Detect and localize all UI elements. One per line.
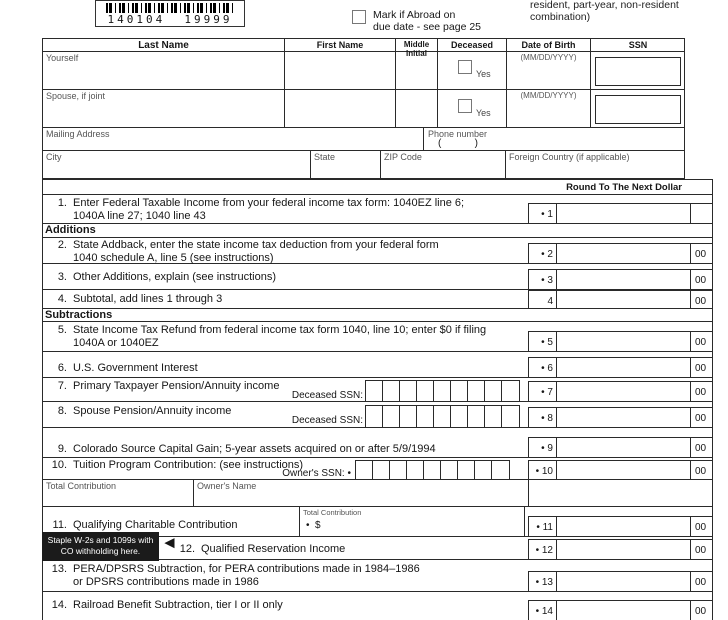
contribution-fields-row xyxy=(43,480,712,507)
ssn-digit-box[interactable] xyxy=(451,406,468,427)
additions-section-row xyxy=(43,224,712,238)
form-line-5 xyxy=(43,322,712,352)
ssn-digit-box[interactable] xyxy=(366,381,383,401)
spouse-row xyxy=(43,90,684,128)
col-header-first-name: First Name xyxy=(316,40,364,50)
line-6-text-wrap xyxy=(45,362,445,375)
yourself-dob-input[interactable] xyxy=(507,52,591,89)
form-line-8 xyxy=(43,402,712,428)
staple-instruction: Staple W-2s and 1099s with CO withholding here. xyxy=(42,532,159,561)
line-4-amount xyxy=(528,290,712,308)
ssn-digit-box[interactable] xyxy=(468,381,485,401)
yourself-first-name-input[interactable] xyxy=(285,52,396,89)
line-13-text-wrap xyxy=(45,563,420,588)
line-6-number: 6. xyxy=(57,362,67,374)
spouse-deceased-checkbox[interactable] xyxy=(458,99,472,113)
ssn-digit-box[interactable] xyxy=(485,406,502,427)
yourself-last-name-input[interactable] xyxy=(43,52,285,89)
spouse-deceased-cell xyxy=(438,90,507,127)
line-11-number: 11. xyxy=(52,519,67,531)
form-line-2 xyxy=(43,238,712,264)
line-8-amount-input[interactable] xyxy=(556,408,690,427)
line-13-ref: • 13 xyxy=(535,577,553,588)
line-12-number: 12. xyxy=(179,543,195,555)
phone-number-label: Phone number xyxy=(428,129,488,139)
ssn-digit-box[interactable] xyxy=(434,406,451,427)
line-3-amount-input[interactable] xyxy=(556,270,690,289)
abroad-checkbox[interactable] xyxy=(352,10,366,24)
line-6-amount xyxy=(528,357,712,377)
line-12-text-wrap xyxy=(173,543,473,556)
line-10-number: 10. xyxy=(51,459,67,471)
spouse-dob-format: (MM/DD/YYYY) xyxy=(520,91,577,100)
form-line-7 xyxy=(43,378,712,402)
line-9-amount-input[interactable] xyxy=(556,438,690,457)
phone-parentheses: ( ) xyxy=(438,138,478,149)
line-4-amount-input[interactable] xyxy=(556,291,690,308)
zip-code-label: ZIP Code xyxy=(384,152,422,162)
line-10-ref: • 10 xyxy=(535,466,553,477)
line-3-ref: • 3 xyxy=(541,275,553,286)
mailing-row xyxy=(43,128,684,151)
line-3-text: Other Additions, explain (see instructions) xyxy=(73,271,276,283)
owners-name-input[interactable] xyxy=(194,480,529,506)
ssn-digit-box[interactable] xyxy=(434,381,451,401)
ssn-digit-box[interactable] xyxy=(475,461,492,479)
abroad-label-line1: Mark if Abroad on xyxy=(373,9,456,21)
form-line-9 xyxy=(43,428,712,458)
round-to-dollar-note: Round To The Next Dollar xyxy=(43,180,712,195)
yourself-ssn-input[interactable] xyxy=(595,57,681,86)
line-10-owners-ssn-label: Owner's SSN: • xyxy=(282,468,351,479)
abroad-label xyxy=(373,9,503,33)
line-2-amount-input[interactable] xyxy=(556,244,690,263)
ssn-digit-box[interactable] xyxy=(468,406,485,427)
form-line-4 xyxy=(43,290,712,309)
line-1-cents xyxy=(690,204,712,223)
line-14-amount-input[interactable] xyxy=(556,601,690,620)
line-14-text: Railroad Benefit Subtraction, tier I or II only xyxy=(73,599,283,611)
name-address-table xyxy=(42,38,685,179)
yourself-deceased-yes-label: Yes xyxy=(476,69,491,79)
line-4-ref: 4 xyxy=(547,296,553,307)
line-9-number: 9. xyxy=(57,443,67,455)
ssn-digit-box[interactable] xyxy=(366,406,383,427)
line-14-cents: 00 xyxy=(690,601,712,620)
subtractions-section-row xyxy=(43,309,712,322)
line-1-ref: • 1 xyxy=(541,209,553,220)
line-1-text: Enter Federal Taxable Income from your federal income tax form: 1040EZ line 6; 1040A line 27; 1040 line 43 xyxy=(73,197,465,222)
line-5-cents: 00 xyxy=(690,332,712,351)
line-12-text: Qualified Reservation Income xyxy=(201,543,346,555)
line-10-text: Tuition Program Contribution: (see instructions) xyxy=(73,459,304,471)
barcode-number: 140104 19999 xyxy=(107,13,233,26)
line-5-ref: • 5 xyxy=(541,337,553,348)
ssn-digit-box[interactable] xyxy=(451,381,468,401)
line-14-text-wrap xyxy=(45,599,385,612)
line-8-amount xyxy=(528,407,712,427)
line-1-amount-input[interactable] xyxy=(556,204,690,223)
spouse-ssn-input[interactable] xyxy=(595,95,681,124)
foreign-country-label: Foreign Country (if applicable) xyxy=(509,152,630,162)
line-1-text-wrap xyxy=(45,197,465,222)
line-4-cents: 00 xyxy=(690,291,712,308)
line-12-amount-input[interactable] xyxy=(556,540,690,559)
line-1-number: 1. xyxy=(57,197,67,209)
col-header-middle-initial: Middle Initial xyxy=(403,40,430,58)
line-7-deceased-ssn-label: Deceased SSN: xyxy=(291,390,363,401)
owners-name-label: Owner's Name xyxy=(197,481,257,491)
line-9-amount xyxy=(528,437,712,457)
line-13-amount-input[interactable] xyxy=(556,572,690,591)
line-10-amount xyxy=(528,460,712,479)
city-row xyxy=(43,151,684,179)
ssn-digit-box[interactable] xyxy=(407,461,424,479)
line-8-deceased-ssn-label: Deceased SSN: xyxy=(291,415,363,426)
col-header-ssn: SSN xyxy=(628,40,648,50)
yourself-deceased-cell xyxy=(438,52,507,89)
line-7-text: Primary Taxpayer Pension/Annuity income xyxy=(73,380,280,392)
line-10-amount-input[interactable] xyxy=(556,461,690,479)
line-11-total-contribution-label: Total Contribution xyxy=(303,508,362,517)
ssn-digit-box[interactable] xyxy=(400,381,417,401)
ssn-digit-box[interactable] xyxy=(492,461,509,479)
line-13-cents: 00 xyxy=(690,572,712,591)
line-8-ref: • 8 xyxy=(541,413,553,424)
line-3-amount xyxy=(528,269,712,289)
ssn-digit-box[interactable] xyxy=(424,461,441,479)
line-2-ref: • 2 xyxy=(541,249,553,260)
col-header-deceased: Deceased xyxy=(450,40,494,50)
line-6-amount-input[interactable] xyxy=(556,358,690,377)
mailing-address-input[interactable] xyxy=(43,128,424,150)
spouse-deceased-yes-label: Yes xyxy=(476,108,491,118)
line-5-text-wrap xyxy=(45,324,500,349)
spouse-last-name-input[interactable] xyxy=(43,90,285,127)
line-12-ref: • 12 xyxy=(535,545,553,556)
yourself-deceased-checkbox[interactable] xyxy=(458,60,472,74)
line-9-text: Colorado Source Capital Gain; 5-year assets acquired on or after 5/9/1994 xyxy=(73,443,436,455)
ssn-digit-box[interactable] xyxy=(441,461,458,479)
total-contribution-label: Total Contribution xyxy=(46,481,117,491)
phone-number-input[interactable] xyxy=(424,128,685,150)
form-line-14 xyxy=(43,592,712,620)
line-11-text: Qualifying Charitable Contribution xyxy=(73,519,238,531)
subtractions-header: Subtractions xyxy=(45,309,113,321)
line-13-amount xyxy=(528,571,712,591)
yourself-dob-format: (MM/DD/YYYY) xyxy=(520,53,577,62)
line-6-cents: 00 xyxy=(690,358,712,377)
mailing-address-label: Mailing Address xyxy=(46,129,110,139)
line-4-text: Subtotal, add lines 1 through 3 xyxy=(73,293,223,305)
line-8-cents: 00 xyxy=(690,408,712,427)
line-7-deceased-ssn-boxes xyxy=(365,380,520,401)
line-14-ref: • 14 xyxy=(535,606,553,617)
line-2-number: 2. xyxy=(57,239,67,251)
line-5-amount xyxy=(528,331,712,351)
line-7-amount-input[interactable] xyxy=(556,382,690,401)
line-7-ref: • 7 xyxy=(541,387,553,398)
ssn-digit-box[interactable] xyxy=(485,381,502,401)
spouse-first-name-input[interactable] xyxy=(285,90,396,127)
line-14-amount xyxy=(528,600,712,620)
line-8-deceased-ssn-boxes xyxy=(365,405,520,427)
line-3-text-wrap xyxy=(45,271,445,284)
line-11-cents: 00 xyxy=(690,517,712,536)
ssn-digit-box[interactable] xyxy=(417,381,434,401)
ssn-digit-box[interactable] xyxy=(383,381,400,401)
ssn-digit-box[interactable] xyxy=(390,461,407,479)
abroad-label-line2: due date - see page 25 xyxy=(373,21,482,33)
line-10-owner-ssn-boxes xyxy=(355,460,510,479)
ssn-digit-box[interactable] xyxy=(502,406,519,427)
ssn-digit-box[interactable] xyxy=(383,406,400,427)
line-5-amount-input[interactable] xyxy=(556,332,690,351)
state-label: State xyxy=(314,152,336,162)
ssn-digit-box[interactable] xyxy=(400,406,417,427)
yourself-label: Yourself xyxy=(46,53,79,63)
line-4-number: 4. xyxy=(57,293,67,305)
line-12-cents: 00 xyxy=(690,540,712,559)
line-2-cents: 00 xyxy=(690,244,712,263)
line-11-dollar-prefix: • $ xyxy=(306,520,321,531)
form-line-3 xyxy=(43,264,712,290)
ssn-digit-box[interactable] xyxy=(417,406,434,427)
line-8-number: 8. xyxy=(57,405,67,417)
line-2-text-wrap xyxy=(45,239,440,264)
line-2-amount xyxy=(528,243,712,263)
yourself-ssn-cell xyxy=(591,52,685,89)
line-13-number: 13. xyxy=(51,563,67,575)
line-11-amount-input[interactable] xyxy=(556,517,690,536)
spouse-ssn-cell xyxy=(591,90,685,127)
yourself-row xyxy=(43,52,684,90)
line-3-cents: 00 xyxy=(690,270,712,289)
line-7-number: 7. xyxy=(57,380,67,392)
yourself-middle-initial-input[interactable] xyxy=(396,52,438,89)
line-4-text-wrap xyxy=(45,293,445,306)
line-11-contribution-field[interactable] xyxy=(299,507,525,536)
city-input[interactable] xyxy=(43,151,311,179)
barcode xyxy=(95,0,245,27)
line-6-ref: • 6 xyxy=(541,363,553,374)
form-line-6 xyxy=(43,352,712,378)
ssn-digit-box[interactable] xyxy=(502,381,519,401)
ssn-digit-box[interactable] xyxy=(458,461,475,479)
form-line-1 xyxy=(43,195,712,224)
line-11-amount xyxy=(528,516,712,536)
line-9-cents: 00 xyxy=(690,438,712,457)
spouse-dob-input[interactable] xyxy=(507,90,591,127)
ssn-digit-box[interactable] xyxy=(356,461,373,479)
state-input[interactable] xyxy=(311,151,381,179)
ssn-digit-box[interactable] xyxy=(373,461,390,479)
foreign-country-input[interactable] xyxy=(506,151,685,179)
line-11-text-wrap xyxy=(45,519,305,532)
line-14-number: 14. xyxy=(51,599,67,611)
line-7-amount xyxy=(528,381,712,401)
line-5-number: 5. xyxy=(57,324,67,336)
line-7-cents: 00 xyxy=(690,382,712,401)
line-8-text: Spouse Pension/Annuity income xyxy=(73,405,232,417)
line-1-amount xyxy=(528,203,712,223)
line-2-text: State Addback, enter the state income tax deduction from your federal form 1040 schedule A, line 5 (see instructions) xyxy=(73,239,439,264)
city-label: City xyxy=(46,152,62,162)
col-header-date-of-birth: Date of Birth xyxy=(521,40,576,50)
line-13-text: PERA/DPSRS Subtraction, for PERA contributions made in 1984–1986 or DPSRS contributions made in 1986 xyxy=(73,563,420,588)
line-10-cents: 00 xyxy=(690,461,712,479)
staple-pointer-icon: ◄ xyxy=(161,533,178,552)
line-9-ref: • 9 xyxy=(541,443,553,454)
barcode-bars xyxy=(106,3,234,13)
line-12-amount xyxy=(528,539,712,559)
line-9-text-wrap xyxy=(45,443,505,456)
form-line-10 xyxy=(43,458,712,480)
line-5-text: State Income Tax Refund from federal income tax form 1040, line 10; enter $0 if filing 1040A or 1040EZ xyxy=(73,324,487,349)
spouse-label: Spouse, if joint xyxy=(46,91,106,101)
additions-header: Additions xyxy=(45,224,96,236)
form-line-13 xyxy=(43,560,712,592)
line-3-number: 3. xyxy=(57,271,67,283)
zip-code-input[interactable] xyxy=(381,151,506,179)
total-contribution-input[interactable] xyxy=(43,480,194,506)
line-6-text: U.S. Government Interest xyxy=(73,362,198,374)
col-header-last-name: Last Name xyxy=(138,40,189,51)
line-11-ref: • 11 xyxy=(536,522,553,533)
spouse-middle-initial-input[interactable] xyxy=(396,90,438,127)
residency-note: resident, part-year, non-resident combination) xyxy=(530,0,679,23)
